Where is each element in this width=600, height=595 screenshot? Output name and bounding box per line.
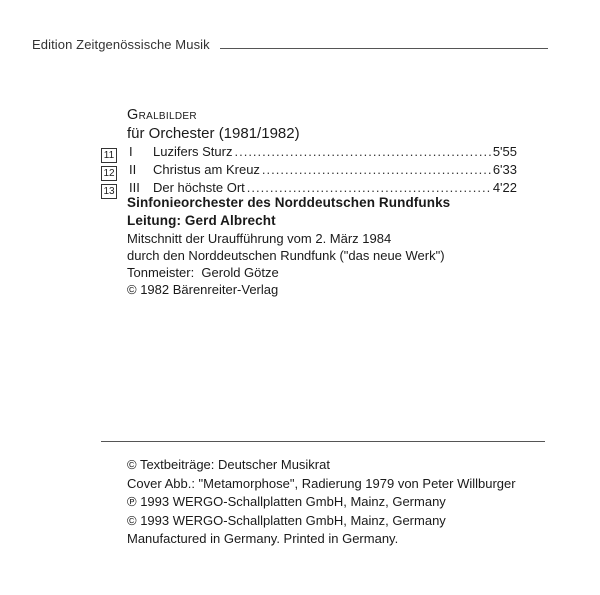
header-rule xyxy=(220,48,548,49)
track-title: Christus am Kreuz xyxy=(153,162,260,177)
conductor-credit: Leitung: Gerd Albrecht xyxy=(127,213,276,228)
work-title: Gralbilder xyxy=(127,107,197,123)
phonogram-notice: ℗ 1993 WERGO-Schallplatten GmbH, Mainz, Germany xyxy=(127,494,446,509)
cover-credit: Cover Abb.: "Metamorphose", Radierung 1979 von Peter Willburger xyxy=(127,475,516,491)
series-label: Edition Zeitgenössische Musik xyxy=(32,37,210,52)
track-number: 11 xyxy=(101,148,117,163)
series-header xyxy=(32,37,548,52)
track-number: 13 xyxy=(101,184,117,199)
dot-leader xyxy=(234,143,490,161)
copyright-notice: © 1993 WERGO-Schallplatten GmbH, Mainz, Germany xyxy=(127,512,446,528)
track-number: 12 xyxy=(101,166,117,181)
track-title: Luzifers Sturz xyxy=(153,144,233,159)
track-movement-numeral: III xyxy=(129,180,140,195)
footer-divider xyxy=(101,441,545,442)
track-title: Der höchste Ort xyxy=(153,180,245,195)
recording-note: Mitschnitt der Uraufführung vom 2. März 1984 xyxy=(127,231,392,246)
track-duration: 6'33 xyxy=(492,162,517,177)
orchestra-name: Sinfonieorchester des Norddeutschen Rundfunks xyxy=(127,195,451,210)
footer-credits xyxy=(127,456,567,549)
track-row xyxy=(101,143,517,161)
texts-credit: © Textbeiträge: Deutscher Musikrat xyxy=(127,457,330,472)
manufactured-notice: Manufactured in Germany. Printed in Germany. xyxy=(127,531,399,546)
track-movement-numeral: II xyxy=(129,162,137,177)
track-duration: 5'55 xyxy=(492,144,517,159)
work-heading xyxy=(127,106,517,143)
publisher-copyright: © 1982 Bärenreiter-Verlag xyxy=(127,282,279,297)
dot-leader xyxy=(262,161,491,179)
work-subtitle: für Orchester (1981/1982) xyxy=(127,125,300,142)
track-duration: 4'22 xyxy=(492,180,517,195)
track-list xyxy=(101,143,517,197)
track-row xyxy=(101,161,517,179)
recording-note: durch den Norddeutschen Rundfunk ("das neue Werk") xyxy=(127,248,445,263)
performance-credits xyxy=(127,194,547,298)
track-movement-numeral: I xyxy=(129,144,133,159)
engineer-credit: Tonmeister: Gerold Götze xyxy=(127,265,279,280)
